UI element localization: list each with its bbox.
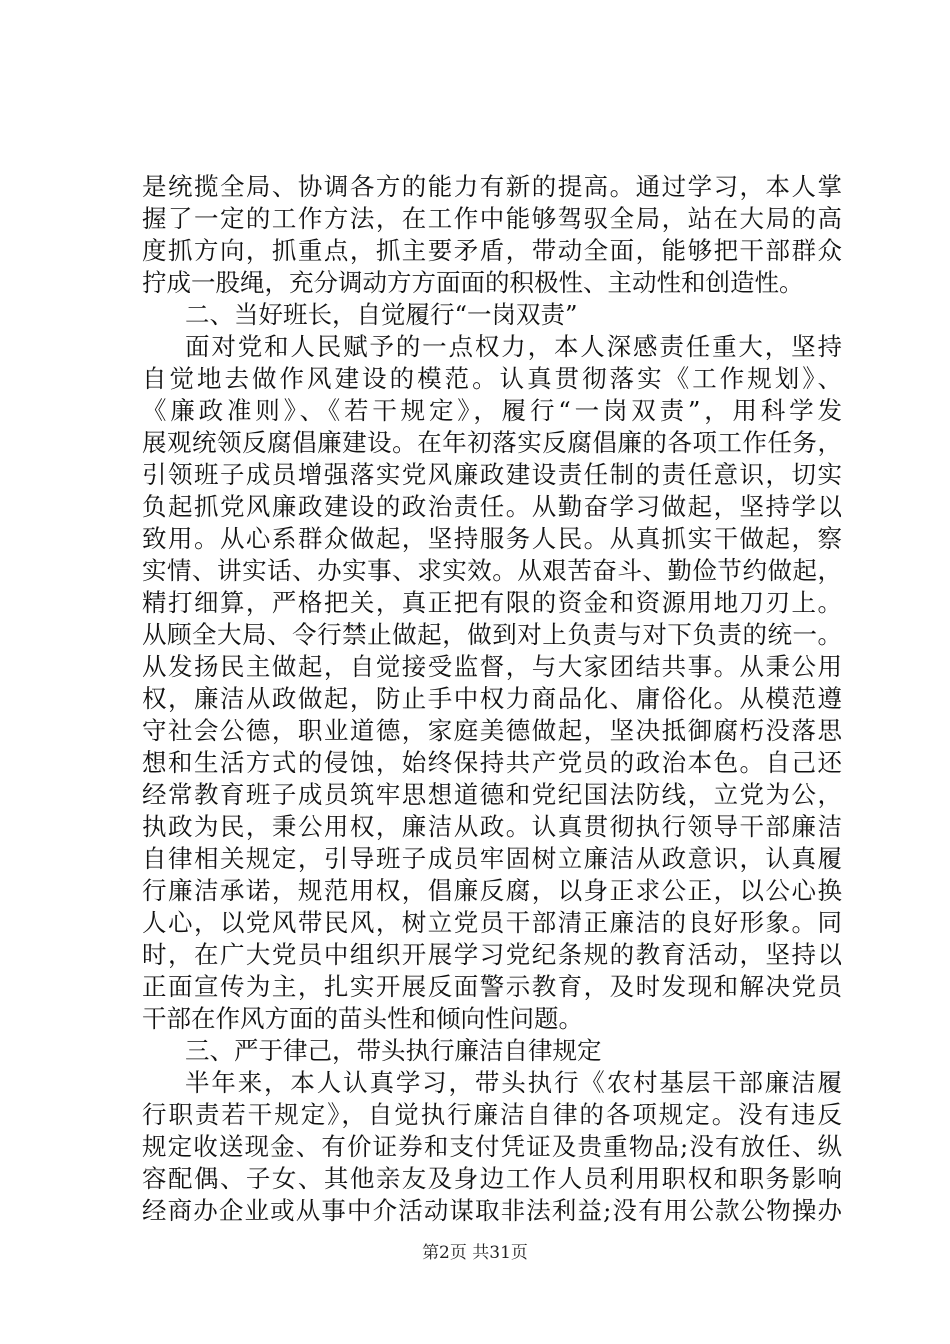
paragraph-line: 引领班子成员增强落实党风廉政建设责任制的责任意识，切实 [142, 460, 842, 489]
page-footer [0, 1242, 950, 1264]
paragraph-line: 是统揽全局、协调各方的能力有新的提高。通过学习，本人掌 [142, 172, 842, 201]
paragraph-line: 经商办企业或从事中介活动谋取非法利益;没有用公款公物操办 [142, 1196, 842, 1225]
paragraph-line: 从发扬民主做起，自觉接受监督，与大家团结共事。从秉公用 [142, 652, 842, 681]
paragraph-line: 面对党和人民赋予的一点权力，本人深感责任重大，坚持 [185, 332, 842, 361]
paragraph-line: 致用。从心系群众做起，坚持服务人民。从真抓实干做起，察 [142, 524, 842, 553]
paragraph-line: 行职责若干规定》，自觉执行廉洁自律的各项规定。没有违反 [142, 1100, 842, 1129]
paragraph-line: 正面宣传为主，扎实开展反面警示教育，及时发现和解决党员 [142, 972, 842, 1001]
paragraph-line: 实情、讲实话、办实事、求实效。从艰苦奋斗、勤俭节约做起， [142, 556, 842, 585]
paragraph-line: 想和生活方式的侵蚀，始终保持共产党员的政治本色。自己还 [142, 748, 842, 777]
paragraph-line: 精打细算，严格把关，真正把有限的资金和资源用地刀刃上。 [142, 588, 842, 617]
paragraph-line: 规定收送现金、有价证券和支付凭证及贵重物品;没有放任、纵 [142, 1132, 842, 1161]
paragraph-line: 容配偶、子女、其他亲友及身边工作人员利用职权和职务影响 [142, 1164, 842, 1193]
paragraph-line: 干部在作风方面的苗头性和倾向性问题。 [142, 1004, 583, 1033]
section-heading: 三、严于律己，带头执行廉洁自律规定 [185, 1036, 602, 1065]
paragraph-line: 执政为民，秉公用权，廉洁从政。认真贯彻执行领导干部廉洁 [142, 812, 842, 841]
paragraph-line: 半年来，本人认真学习，带头执行《农村基层干部廉洁履 [185, 1068, 842, 1097]
paragraph-line: 拧成一股绳，充分调动方方面面的积极性、主动性和创造性。 [142, 268, 804, 297]
paragraph-line: 行廉洁承诺，规范用权，倡廉反腐，以身正求公正，以公心换 [142, 876, 842, 905]
paragraph-line: 权，廉洁从政做起，防止手中权力商品化、庸俗化。从模范遵 [142, 684, 842, 713]
paragraph-line: 自觉地去做作风建设的模范。认真贯彻落实《工作规划》、 [142, 364, 842, 393]
section-heading: 二、当好班长，自觉履行“一岗双责” [185, 300, 578, 329]
paragraph-line: 时，在广大党员中组织开展学习党纪条规的教育活动，坚持以 [142, 940, 842, 969]
paragraph-line: 经常教育班子成员筑牢思想道德和党纪国法防线，立党为公， [142, 780, 842, 809]
paragraph-line: 展观统领反腐倡廉建设。在年初落实反腐倡廉的各项工作任务， [142, 428, 842, 457]
paragraph-line: 《廉政准则》、《若干规定》，履行“一岗双责”，用科学发 [142, 396, 842, 425]
paragraph-line: 守社会公德，职业道德，家庭美德做起，坚决抵御腐朽没落思 [142, 716, 842, 745]
document-body [142, 171, 842, 1227]
paragraph-line: 握了一定的工作方法，在工作中能够驾驭全局，站在大局的高 [142, 204, 842, 233]
paragraph-line: 从顾全大局、令行禁止做起，做到对上负责与对下负责的统一。 [142, 620, 842, 649]
paragraph-line: 人心，以党风带民风，树立党员干部清正廉洁的良好形象。同 [142, 908, 842, 937]
paragraph-line: 自律相关规定，引导班子成员牢固树立廉洁从政意识，认真履 [142, 844, 842, 873]
paragraph-line: 负起抓党风廉政建设的政治责任。从勤奋学习做起，坚持学以 [142, 492, 842, 521]
paragraph-line: 度抓方向，抓重点，抓主要矛盾，带动全面，能够把干部群众 [142, 236, 842, 265]
page-number: 第2页 共31页 [422, 1243, 528, 1263]
